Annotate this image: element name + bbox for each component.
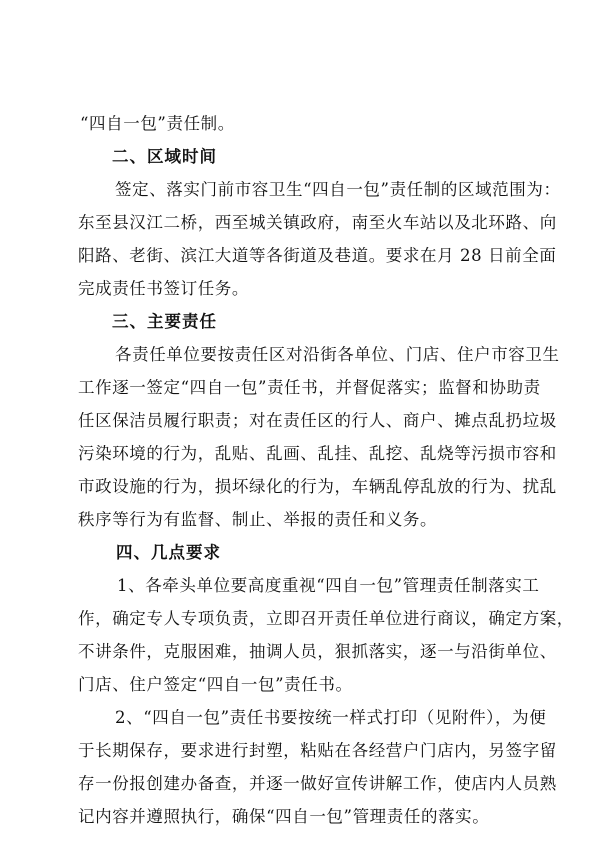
text-line: 阳路、老街、滨江大道等各街道及巷道。要求在月 28 日前全面 [78,246,557,265]
section-heading-2: 二、区域时间 [112,147,217,166]
text-line: 完成责任书签订任务。 [78,279,249,298]
section-heading-4: 四、几点要求 [116,543,221,562]
text-line: 存一份报创建办备查，并逐一做好宣传讲解工作，使店内人员熟 [78,774,557,793]
text-line: 于长期保存，要求进行封塑，粘贴在各经营户门店内，另签字留 [78,741,557,760]
text-line: 各责任单位要按责任区对沿街各单位、门店、住户市容卫生 [115,345,560,364]
text-line: 市政设施的行为，损坏绿化的行为，车辆乱停乱放的行为、扰乱 [78,477,557,496]
text-line: 工作逐一签定“四自一包”责任书，并督促落实；监督和协助责 [78,378,541,397]
text-line: 记内容并遵照执行，确保“四自一包”管理责任的落实。 [78,807,490,826]
text-line: 污染环境的行为，乱贴、乱画、乱挂、乱挖、乱烧等污损市容和 [78,444,557,463]
text-line: 任区保洁员履行职责；对在责任区的行人、商户、摊点乱扔垃圾 [78,411,557,430]
text-line: 2、“四自一包”责任书要按统一样式打印（见附件），为便 [115,708,547,727]
text-line: 门店、住户签定“四自一包”责任书。 [78,675,353,694]
text-line: 作，确定专人专项负责，立即召开责任单位进行商议，确定方案， [78,609,574,628]
text-line: 1、各牵头单位要高度重视“四自一包”管理责任制落实工 [117,576,540,595]
text-line: 不讲条件，克服困难，抽调人员，狠抓落实，逐一与沿街单位、 [78,642,557,661]
text-line: 秩序等行为有监督、制止、举报的责任和义务。 [78,510,438,529]
text-line: “四自一包”责任制。 [80,114,235,133]
text-line: 签定、落实门前市容卫生“四自一包”责任制的区域范围为： [115,180,561,199]
text-line: 东至县汉江二桥，西至城关镇政府，南至火车站以及北环路、向 [78,213,557,232]
section-heading-3: 三、主要责任 [112,312,217,331]
